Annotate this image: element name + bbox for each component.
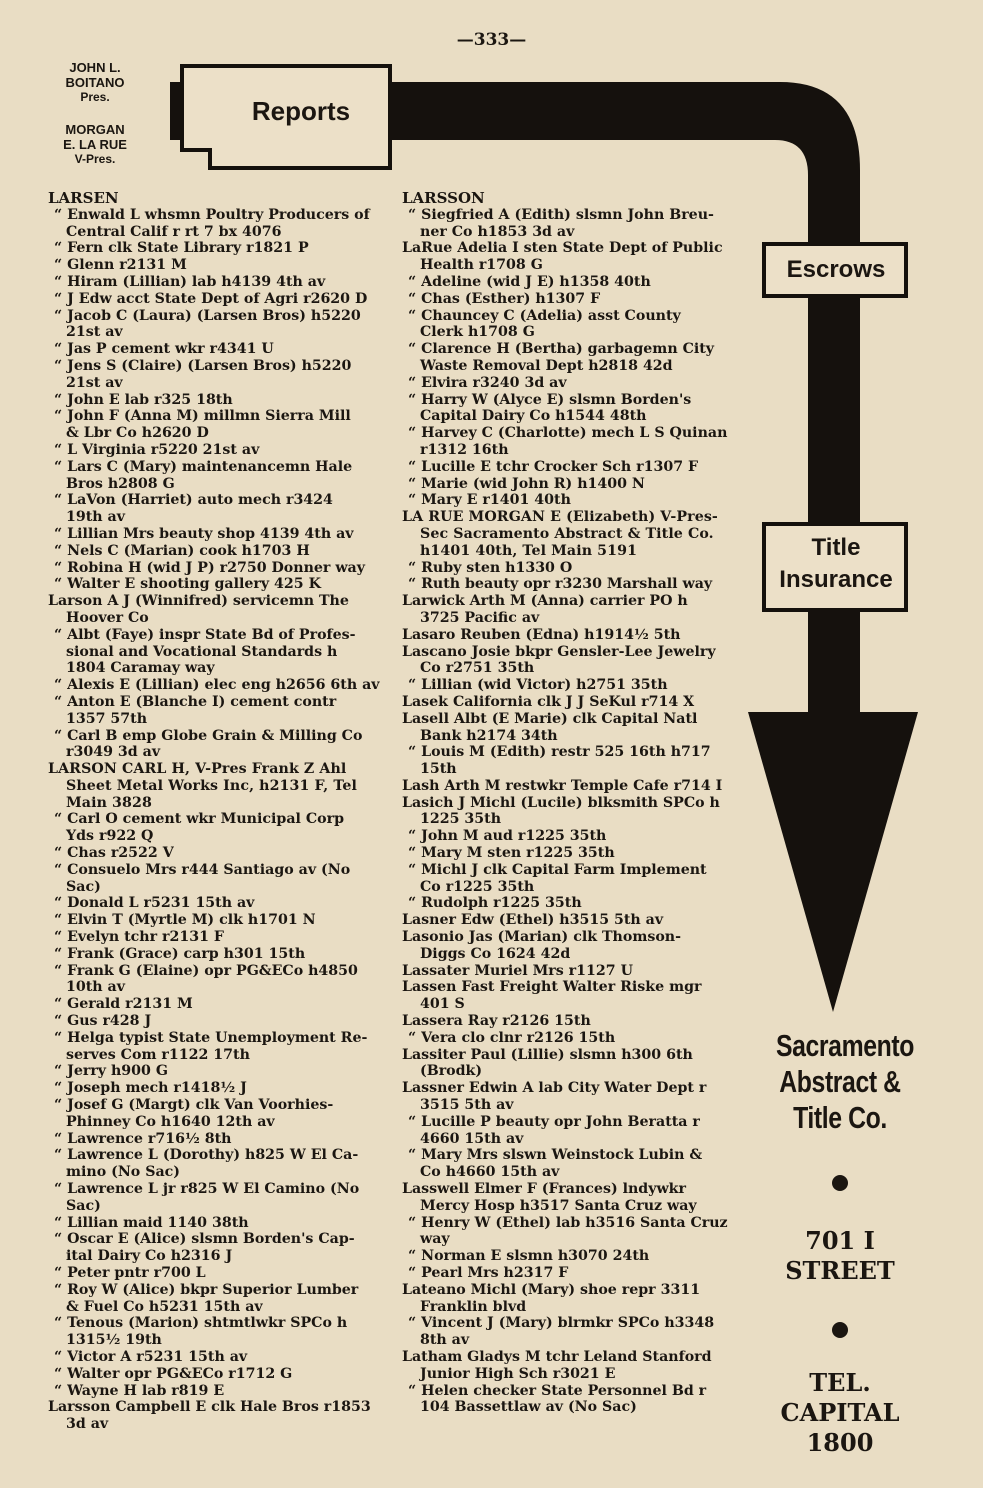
entry-line: “ Henry W (Ethel) lab h3516 Santa Cruz — [408, 1214, 728, 1231]
arrow-head — [748, 712, 918, 1012]
entry-line: “ Alexis E (Lillian) elec eng h2656 6th av — [54, 677, 380, 694]
directory-entry — [48, 442, 390, 459]
entry-line: Larwick Arth M (Anna) carrier PO h — [402, 593, 688, 610]
entry-line: Co r2751 35th — [420, 660, 535, 677]
entry-line: 1357 57th — [66, 710, 148, 727]
entry-line: LARSON CARL H, V-Pres Frank Z Ahl — [48, 761, 347, 778]
entry-line: Larsson Campbell E clk Hale Bros r1853 — [48, 1399, 371, 1416]
directory-entry — [48, 257, 390, 274]
entry-line: Lascano Josie bkpr Gensler-Lee Jewelry — [402, 643, 716, 660]
officer-name-line: MORGAN — [65, 122, 125, 137]
entry-line: Co h4660 15th av — [420, 1164, 560, 1181]
sponsor-address-line: 701 I — [805, 1226, 875, 1255]
entry-line: ner Co h1853 3d av — [420, 223, 575, 240]
officer-role: V-Pres. — [74, 152, 116, 166]
entry-line: 4660 15th av — [420, 1130, 524, 1147]
entry-line: Lasek California clk J J SeKul r714 X — [402, 693, 695, 710]
entry-line: “ Consuelo Mrs r444 Santiago av (No — [54, 861, 351, 878]
directory-entry — [48, 1131, 390, 1148]
entry-line: “ Michl J clk Capital Farm Implement — [408, 861, 707, 878]
directory-entry — [48, 895, 390, 912]
directory-entry — [48, 1181, 390, 1215]
entry-line: “ Fern clk State Library r1821 P — [54, 240, 309, 257]
entry-line: 401 S — [420, 996, 465, 1013]
directory-entry — [48, 207, 390, 241]
directory-entry — [48, 946, 390, 963]
entry-line: 3725 Pacific av — [420, 609, 540, 626]
entry-line: Lasswell Elmer F (Frances) lndywkr — [402, 1181, 686, 1198]
entry-line: “ Lillian (wid Victor) h2751 35th — [408, 677, 668, 694]
entry-line: Co r1225 35th — [420, 878, 535, 895]
entry-line: Bank h2174 34th — [420, 727, 558, 744]
entry-line: “ Peter pntr r700 L — [54, 1265, 206, 1281]
officer-role: Pres. — [80, 90, 110, 104]
entry-line: “ Oscar E (Alice) slsmn Borden's Cap- — [54, 1231, 355, 1248]
entry-line: “ Gus r428 J — [54, 1013, 152, 1030]
entry-line: Main 3828 — [66, 794, 152, 811]
directory-entry — [402, 560, 754, 577]
entry-line: r3049 3d av — [66, 744, 161, 761]
entry-line: “ John E lab r325 18th — [54, 391, 233, 408]
entry-line: “ J Edw acct State Dept of Agri r2620 D — [54, 290, 368, 307]
directory-entry — [402, 1215, 754, 1249]
entry-line: 3515 5th av — [420, 1097, 514, 1114]
entry-line: “ Jens S (Claire) (Larsen Bros) h5220 — [54, 357, 352, 374]
directory-entry — [402, 207, 754, 241]
directory-entry — [48, 929, 390, 946]
entry-line: “ Norman E slsmn h3070 24th — [408, 1248, 650, 1265]
entry-line: “ Rudolph r1225 35th — [408, 895, 582, 912]
entry-line: “ John M aud r1225 35th — [408, 828, 607, 845]
entry-line: “ Lawrence r716½ 8th — [54, 1130, 232, 1147]
entry-line: 1225 35th — [420, 811, 502, 828]
entry-line: “ Chas (Esther) h1307 F — [408, 290, 601, 307]
directory-entry — [48, 1349, 390, 1366]
entry-line: “ Lillian maid 1140 38th — [54, 1214, 249, 1231]
title-insurance-label — [768, 532, 904, 596]
directory-entry — [48, 526, 390, 543]
entry-line: 15th — [420, 761, 457, 778]
entry-line: serves Com r1122 17th — [66, 1046, 250, 1063]
entry-line: h1401 40th, Tel Main 5191 — [420, 542, 638, 559]
entry-line: 21st av — [66, 324, 123, 341]
directory-entry — [402, 240, 754, 274]
directory-entry — [48, 341, 390, 358]
directory-entry — [402, 375, 754, 392]
title-insurance-line: Insurance — [779, 566, 893, 593]
officer-name-line: BOITANO — [65, 75, 125, 90]
entry-line: “ Harvey C (Charlotte) mech L S Quinan — [408, 425, 728, 442]
directory-entry — [48, 1063, 390, 1080]
directory-entry — [402, 963, 754, 980]
directory-entry — [48, 862, 390, 896]
directory-entry — [402, 778, 754, 795]
entry-line: “ Robina H (wid J P) r2750 Donner way — [54, 559, 365, 576]
directory-entry — [48, 627, 390, 677]
directory-entry — [402, 644, 754, 678]
directory-entry — [48, 274, 390, 291]
directory-entry — [48, 1282, 390, 1316]
entry-line: “ Wayne H lab r819 E — [54, 1382, 225, 1399]
entry-line: Phinney Co h1640 12th av — [66, 1113, 275, 1130]
directory-entry — [48, 576, 390, 593]
entry-line: “ Walter opr PG&ECo r1712 G — [54, 1365, 293, 1382]
directory-entry — [48, 560, 390, 577]
officer-name-line: E. LA RUE — [63, 137, 127, 152]
entry-line: Latham Gladys M tchr Leland Stanford — [402, 1348, 712, 1365]
directory-entry — [48, 291, 390, 308]
entry-line: 104 Bassettlaw av (No Sac) — [420, 1399, 637, 1416]
entry-line: “ Siegfried A (Edith) slsmn John Breu- — [408, 206, 714, 223]
directory-column-right — [402, 190, 754, 1416]
directory-entry — [402, 1114, 754, 1148]
directory-entry — [48, 459, 390, 493]
entry-line: Mercy Hosp h3517 Santa Cruz way — [420, 1197, 697, 1214]
directory-entry — [48, 492, 390, 526]
directory-entry — [48, 761, 390, 811]
directory-entry — [402, 341, 754, 375]
entry-line: Franklin blvd — [420, 1298, 527, 1315]
entry-line: “ Vera clo clnr r2126 15th — [408, 1029, 616, 1046]
directory-entry — [402, 912, 754, 929]
directory-entry — [48, 593, 390, 627]
entry-line: “ John F (Anna M) millmn Sierra Mill — [54, 408, 351, 425]
entry-line: Lash Arth M restwkr Temple Cafe r714 I — [402, 777, 723, 794]
directory-entry — [402, 1315, 754, 1349]
entry-line: Lassera Ray r2126 15th — [402, 1013, 591, 1030]
directory-entry — [48, 1399, 390, 1433]
entry-line: mino (No Sac) — [66, 1164, 180, 1181]
entry-line: Lateano Michl (Mary) shoe repr 3311 — [402, 1281, 701, 1298]
entry-line: “ Glenn r2131 M — [54, 257, 187, 274]
directory-entry — [402, 1265, 754, 1282]
entry-line: “ Elvin T (Myrtle M) clk h1701 N — [54, 912, 316, 929]
officer-name-line: JOHN L. — [69, 60, 121, 75]
entry-line: Bros h2808 G — [66, 475, 175, 492]
entry-line: LA RUE MORGAN E (Elizabeth) V-Pres- — [402, 509, 718, 526]
directory-entry — [48, 1383, 390, 1400]
entry-line: Junior High Sch r3021 E — [420, 1365, 616, 1382]
directory-entry — [402, 459, 754, 476]
directory-entry — [402, 1013, 754, 1030]
entry-line: Sac) — [66, 1197, 101, 1214]
entry-line: “ Gerald r2131 M — [54, 996, 193, 1013]
entry-line: “ Jerry h900 G — [54, 1063, 168, 1080]
directory-entry — [402, 1349, 754, 1383]
directory-entry — [48, 1366, 390, 1383]
entry-line: “ Marie (wid John R) h1400 N — [408, 475, 645, 492]
page-number: —333— — [456, 30, 527, 50]
entry-line: “ Adeline (wid J E) h1358 40th — [408, 273, 651, 290]
directory-entry — [48, 308, 390, 342]
entry-line: Lassner Edwin A lab City Water Dept r — [402, 1080, 707, 1097]
entry-line: Lassater Muriel Mrs r1127 U — [402, 962, 633, 979]
directory-entry — [48, 1097, 390, 1131]
directory-entry — [48, 1315, 390, 1349]
entry-line: Clerk h1708 G — [420, 324, 535, 341]
directory-entry — [402, 1248, 754, 1265]
directory-entry — [402, 862, 754, 896]
entry-line: LARSSON — [402, 189, 485, 207]
entry-line: “ Jas P cement wkr r4341 U — [54, 341, 274, 358]
sponsor-phone-line: 1800 — [806, 1428, 874, 1457]
directory-entry — [402, 694, 754, 711]
entry-line: “ Harry W (Alyce E) slsmn Borden's — [408, 391, 692, 408]
directory-entry — [402, 1147, 754, 1181]
sponsor-address — [760, 1226, 920, 1286]
directory-entry — [402, 1282, 754, 1316]
directory-entry — [48, 543, 390, 560]
entry-line: “ Vincent J (Mary) blrmkr SPCo h3348 — [408, 1315, 715, 1332]
directory-entry — [48, 728, 390, 762]
entry-line: “ Joseph mech r1418½ J — [54, 1080, 247, 1097]
entry-line: “ Anton E (Blanche I) cement contr — [54, 693, 337, 710]
entry-line: “ Carl B emp Globe Grain & Milling Co — [54, 727, 363, 744]
entry-line: “ Donald L r5231 15th av — [54, 895, 255, 912]
entry-line: Waste Removal Dept h2818 42d — [420, 357, 673, 374]
sponsor-phone-line: TEL. — [809, 1368, 871, 1397]
directory-entry — [402, 392, 754, 426]
entry-line: “ Roy W (Alice) bkpr Superior Lumber — [54, 1281, 359, 1298]
entry-line: “ Nels C (Marian) cook h1703 H — [54, 542, 310, 559]
entry-line: & Fuel Co h5231 15th av — [66, 1298, 263, 1315]
entry-line: “ Mary M sten r1225 35th — [408, 845, 615, 862]
directory-entry — [48, 912, 390, 929]
directory-entry — [402, 795, 754, 829]
entry-line: way — [420, 1231, 450, 1248]
sponsor-company-name — [776, 1028, 914, 1136]
directory-entry — [402, 845, 754, 862]
surname-heading — [48, 190, 390, 207]
entry-line: “ Evelyn tchr r2131 F — [54, 929, 224, 946]
directory-entry — [402, 711, 754, 745]
sponsor-phone-line: CAPITAL — [780, 1398, 900, 1427]
directory-column-left — [48, 190, 390, 1433]
entry-line: Lasell Albt (E Marie) clk Capital Natl — [402, 710, 698, 727]
entry-line: “ Helen checker State Personnel Bd r — [408, 1382, 707, 1399]
entry-line: “ Enwald L whsmn Poultry Producers of — [54, 206, 370, 223]
entry-line: Lasaro Reuben (Edna) h1914½ 5th — [402, 626, 681, 643]
directory-entry — [48, 694, 390, 728]
directory-entry — [402, 274, 754, 291]
title-insurance-line: Title — [811, 534, 861, 561]
entry-line: “ Albt (Faye) inspr State Bd of Profes- — [54, 626, 356, 643]
entry-line: “ Chauncey C (Adelia) asst County — [408, 307, 681, 324]
directory-entry — [48, 963, 390, 997]
directory-entry — [402, 509, 754, 559]
directory-entry — [402, 576, 754, 593]
reports-label: Reports — [251, 96, 351, 126]
directory-entry — [402, 1080, 754, 1114]
directory-entry — [48, 408, 390, 442]
directory-entry — [48, 358, 390, 392]
entry-line: Larson A J (Winnifred) servicemn The — [48, 593, 349, 610]
directory-entry — [402, 476, 754, 493]
entry-line: “ Lucille E tchr Crocker Sch r1307 F — [408, 458, 699, 475]
entry-line: Capital Dairy Co h1544 48th — [420, 408, 647, 425]
directory-entry — [402, 593, 754, 627]
sponsor-phone — [760, 1368, 920, 1458]
escrows-label: Escrows — [786, 256, 886, 283]
entry-line: “ Mary Mrs slswn Weinstock Lubin & — [408, 1147, 703, 1164]
directory-entry — [402, 895, 754, 912]
bullet-dot — [832, 1322, 848, 1338]
directory-entry — [48, 1231, 390, 1265]
entry-line: & Lbr Co h2620 D — [66, 425, 209, 442]
entry-line: “ Lawrence L (Dorothy) h825 W El Ca- — [54, 1147, 359, 1164]
entry-line: “ Mary E r1401 40th — [408, 492, 571, 509]
entry-line: 1804 Caramay way — [66, 660, 215, 677]
directory-entry — [48, 1265, 390, 1282]
entry-line: sional and Vocational Standards h — [66, 643, 338, 660]
directory-entry — [48, 996, 390, 1013]
directory-entry — [402, 1181, 754, 1215]
entry-line: Sheet Metal Works Inc, h2131 F, Tel — [66, 777, 357, 794]
entry-line: “ Jacob C (Laura) (Larsen Bros) h5220 — [54, 307, 361, 324]
entry-line: “ Lars C (Mary) maintenancemn Hale — [54, 458, 353, 475]
entry-line: “ Chas r2522 V — [54, 845, 174, 862]
directory-entry — [402, 425, 754, 459]
entry-line: “ LaVon (Harriet) auto mech r3424 — [54, 492, 333, 509]
entry-line: Sec Sacramento Abstract & Title Co. — [420, 525, 714, 542]
entry-line: “ Josef G (Margt) clk Van Voorhies- — [54, 1097, 334, 1114]
entry-line: “ Frank G (Elaine) opr PG&ECo h4850 — [54, 962, 358, 979]
directory-entry — [402, 627, 754, 644]
entry-line: LaRue Adelia I sten State Dept of Public — [402, 240, 723, 257]
entry-line: Health r1708 G — [420, 257, 543, 274]
entry-line: 19th av — [66, 509, 125, 526]
entry-line: “ Pearl Mrs h2317 F — [408, 1265, 569, 1281]
sponsor-name-line: Abstract & — [779, 1064, 901, 1099]
directory-entry — [402, 677, 754, 694]
entry-line: Sac) — [66, 878, 101, 895]
directory-entry — [402, 744, 754, 778]
entry-line: “ Helga typist State Unemployment Re- — [54, 1029, 368, 1046]
directory-entry — [48, 1080, 390, 1097]
directory-entry — [402, 828, 754, 845]
directory-entry — [48, 677, 390, 694]
directory-entry — [402, 929, 754, 963]
entry-line: 21st av — [66, 374, 123, 391]
entry-line: LARSEN — [48, 189, 119, 207]
entry-line: Lassen Fast Freight Walter Riske mgr — [402, 979, 702, 996]
entry-line: “ Hiram (Lillian) lab h4139 4th av — [54, 273, 326, 290]
directory-entry — [48, 392, 390, 409]
surname-heading — [402, 190, 754, 207]
entry-line: “ Lucille P beauty opr John Beratta r — [408, 1113, 700, 1130]
entry-line: “ Lawrence L jr r825 W El Camino (No — [54, 1181, 360, 1198]
entry-line: “ Louis M (Edith) restr 525 16th h717 — [408, 744, 711, 761]
entry-line: 1315½ 19th — [66, 1332, 162, 1349]
entry-line: “ Lillian Mrs beauty shop 4139 4th av — [54, 525, 354, 542]
entry-line: “ Walter E shooting gallery 425 K — [54, 576, 321, 593]
directory-entry — [402, 979, 754, 1013]
directory-entry — [402, 1047, 754, 1081]
entry-line: “ Carl O cement wkr Municipal Corp — [54, 811, 344, 828]
entry-line: “ Victor A r5231 15th av — [54, 1348, 248, 1365]
directory-entry — [48, 1147, 390, 1181]
entry-line: 3d av — [66, 1416, 109, 1433]
entry-line: r1312 16th — [420, 441, 509, 458]
entry-line: Lasich J Michl (Lucile) blksmith SPCo h — [402, 794, 720, 811]
entry-line: 8th av — [420, 1332, 470, 1349]
directory-entry — [402, 492, 754, 509]
entry-line: 10th av — [66, 979, 125, 996]
entry-line: “ Ruth beauty opr r3230 Marshall way — [408, 576, 713, 593]
sponsor-address-line: STREET — [785, 1256, 895, 1285]
directory-entry — [48, 1215, 390, 1232]
entry-line: Lassiter Paul (Lillie) slsmn h300 6th — [402, 1046, 693, 1063]
directory-entry — [48, 811, 390, 845]
directory-entry — [402, 1383, 754, 1417]
entry-line: “ Ruby sten h1330 O — [408, 559, 573, 576]
entry-line: Lasner Edw (Ethel) h3515 5th av — [402, 912, 664, 929]
directory-entry — [402, 291, 754, 308]
entry-line: Yds r922 Q — [66, 828, 154, 845]
directory-entry — [48, 240, 390, 257]
entry-line: Hoover Co — [66, 609, 149, 626]
directory-entry — [48, 1030, 390, 1064]
bullet-dot — [832, 1175, 848, 1191]
entry-line: “ Clarence H (Bertha) garbagemn City — [408, 341, 715, 358]
directory-entry — [48, 845, 390, 862]
entry-line: “ Frank (Grace) carp h301 15th — [54, 945, 306, 962]
directory-entry — [402, 308, 754, 342]
entry-line: Diggs Co 1624 42d — [420, 945, 571, 962]
entry-line: Lasonio Jas (Marian) clk Thomson- — [402, 929, 681, 946]
sponsor-name-line: Sacramento — [776, 1028, 914, 1063]
entry-line: Central Calif r rt 7 bx 4076 — [66, 223, 282, 240]
entry-line: “ Elvira r3240 3d av — [408, 374, 567, 391]
entry-line: (Brodk) — [420, 1063, 483, 1080]
entry-line: “ Tenous (Marion) shtmtlwkr SPCo h — [54, 1315, 348, 1332]
entry-line: “ L Virginia r5220 21st av — [54, 441, 260, 458]
sponsor-name-line: Title Co. — [793, 1100, 887, 1135]
entry-line: ital Dairy Co h2316 J — [66, 1248, 233, 1265]
directory-entry — [48, 1013, 390, 1030]
directory-entry — [402, 1030, 754, 1047]
